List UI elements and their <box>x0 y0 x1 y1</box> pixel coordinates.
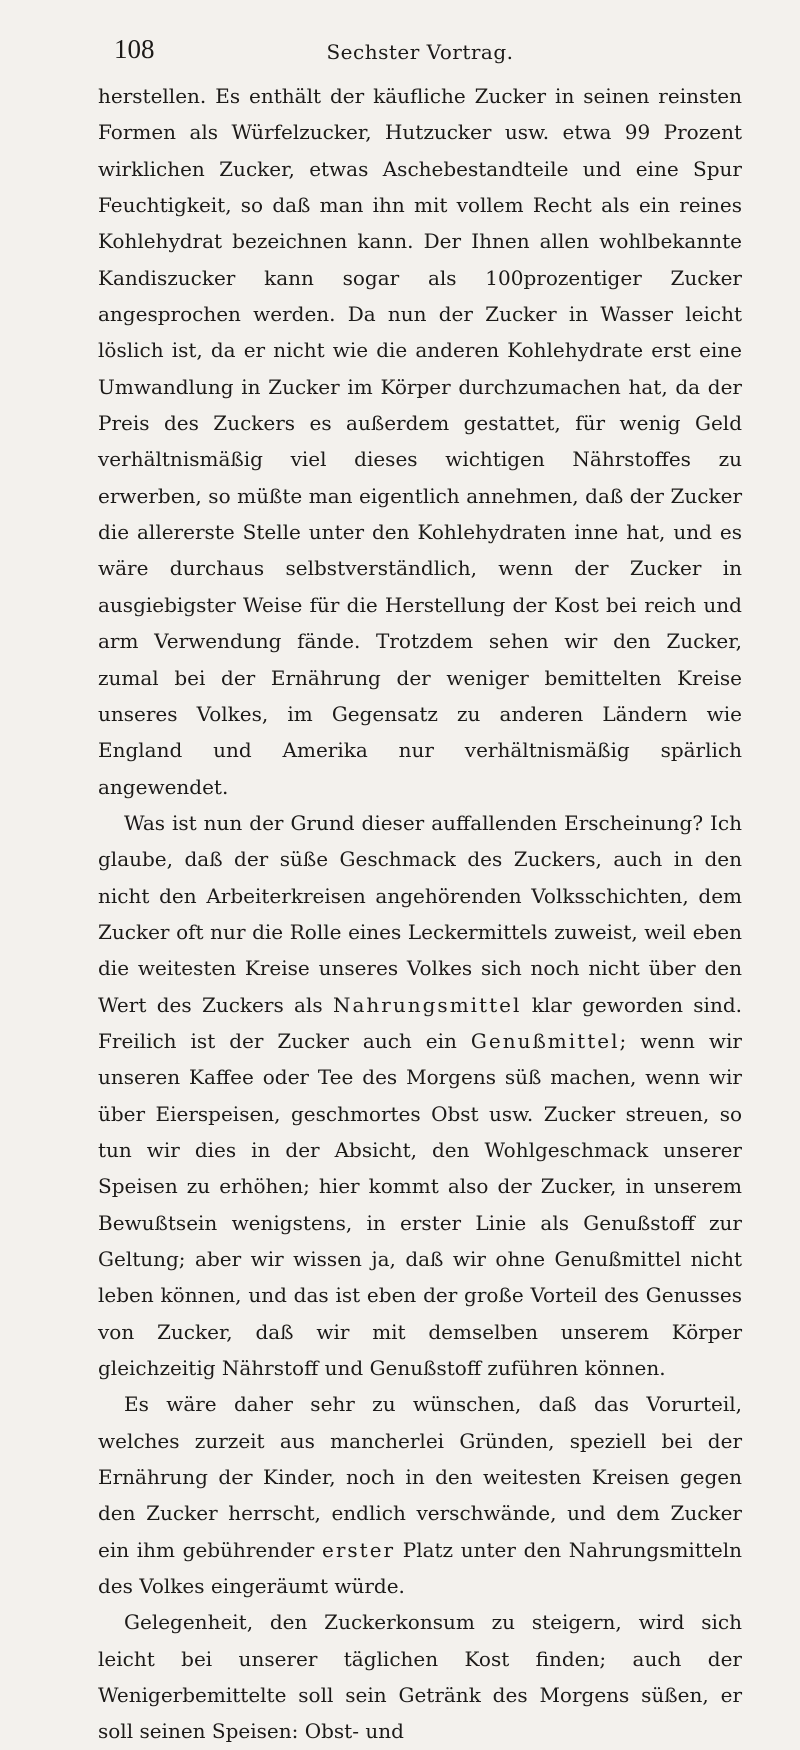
emphasis-erster: erster <box>322 1537 396 1562</box>
paragraph-3 <box>98 1386 742 1604</box>
paragraph-text: klar geworden sind. Freilich ist der Zucker auch ein <box>98 992 742 1053</box>
paragraph-text: ; wenn wir unseren Kaffee oder Tee des Morgens süß machen, wenn wir über Eierspeisen, geschmortes Obst usw. Zucker streuen, so tun wir dies in der Absicht, den Wohlgeschmack unserer Speisen zu erhöhen; hier kommt also der Zucker, in unserem Bewußtsein wenigstens, in erster Linie als Genußstoff zur Geltung; aber wir wissen ja, daß wir ohne Genußmittel nicht leben können, und das ist eben der große Vorteil des Genusses von Zucker, daß wir mit demselben unserem Körper gleichzeitig Nährstoff und Genußstoff zuführen können. <box>98 1028 742 1381</box>
paragraph-1 <box>98 78 742 805</box>
emphasis-genussmittel: Genußmittel <box>470 1028 620 1053</box>
body-text <box>98 78 742 1750</box>
paragraph-text: Was ist nun der Grund dieser auffallenden Erscheinung? Ich glaube, daß der süße Geschmack des Zuckers, auch in den nicht den Arbeiterkreisen angehörenden Volksschichten, dem Zucker oft nur die Rolle eines Leckermittels zuweist, weil eben die weitesten Kreise unseres Volkes sich noch nicht über den Wert des Zuckers als <box>98 810 742 1017</box>
paragraph-2 <box>98 805 742 1387</box>
paragraph-text: Gelegenheit, den Zuckerkonsum zu steigern, wird sich leicht bei unserer täglichen Kost finden; auch der Wenigerbemittelte soll sein Getränk des Morgens süßen, er soll seinen Speisen: Obst- und <box>98 1610 742 1744</box>
emphasis-nahrungsmittel: Nahrungsmittel <box>333 992 522 1017</box>
running-title: Sechster Vortrag. <box>326 40 514 64</box>
page-number: 108 <box>114 34 155 64</box>
paragraph-text: Es wäre daher sehr zu wünschen, daß das Vorurteil, welches zurzeit aus mancherlei Gründen, speziell bei der Ernährung der Kinder, noch in den weitesten Kreisen gegen den Zucker herrscht, endlich verschwände, und dem Zucker ein ihm gebührender <box>98 1392 742 1562</box>
paragraph-4 <box>98 1604 742 1749</box>
paragraph-text: Platz unter den Nahrungsmitteln des Volkes eingeräumt würde. <box>98 1537 743 1599</box>
paragraph-text: herstellen. Es enthält der käufliche Zucker in seinen reinsten Formen als Würfelzucker, Hutzucker usw. etwa 99 Prozent wirklichen Zucker, etwas Aschebestandteile und eine Spur Feuchtigkeit, so daß man ihn mit vollem Recht als ein reines Kohlehydrat bezeichnen kann. Der Ihnen allen wohlbekannte Kandiszucker kann sogar als 100prozentiger Zucker angesprochen werden. Da nun der Zucker in Wasser leicht löslich ist, da er nicht wie die anderen Kohlehydrate erst eine Umwandlung in Zucker im Körper durchzumachen hat, da der Preis des Zuckers es außerdem gestattet, für wenig Geld verhältnismäßig viel dieses wichtigen Nährstoffes zu erwerben, so müßte man eigentlich annehmen, daß der Zucker die allererste Stelle unter den Kohlehydraten inne hat, und es wäre durchaus selbstverständlich, wenn der Zucker in ausgiebigster Weise für die Herstellung der Kost bei reich und arm Verwendung fände. Trotzdem sehen wir den Zucker, zumal bei der Ernährung der weniger bemittelten Kreise unseres Volkes, im Gegensatz zu anderen Ländern wie England und Amerika nur verhältnismäßig spärlich angewendet. <box>98 84 742 799</box>
page-header <box>98 34 742 78</box>
